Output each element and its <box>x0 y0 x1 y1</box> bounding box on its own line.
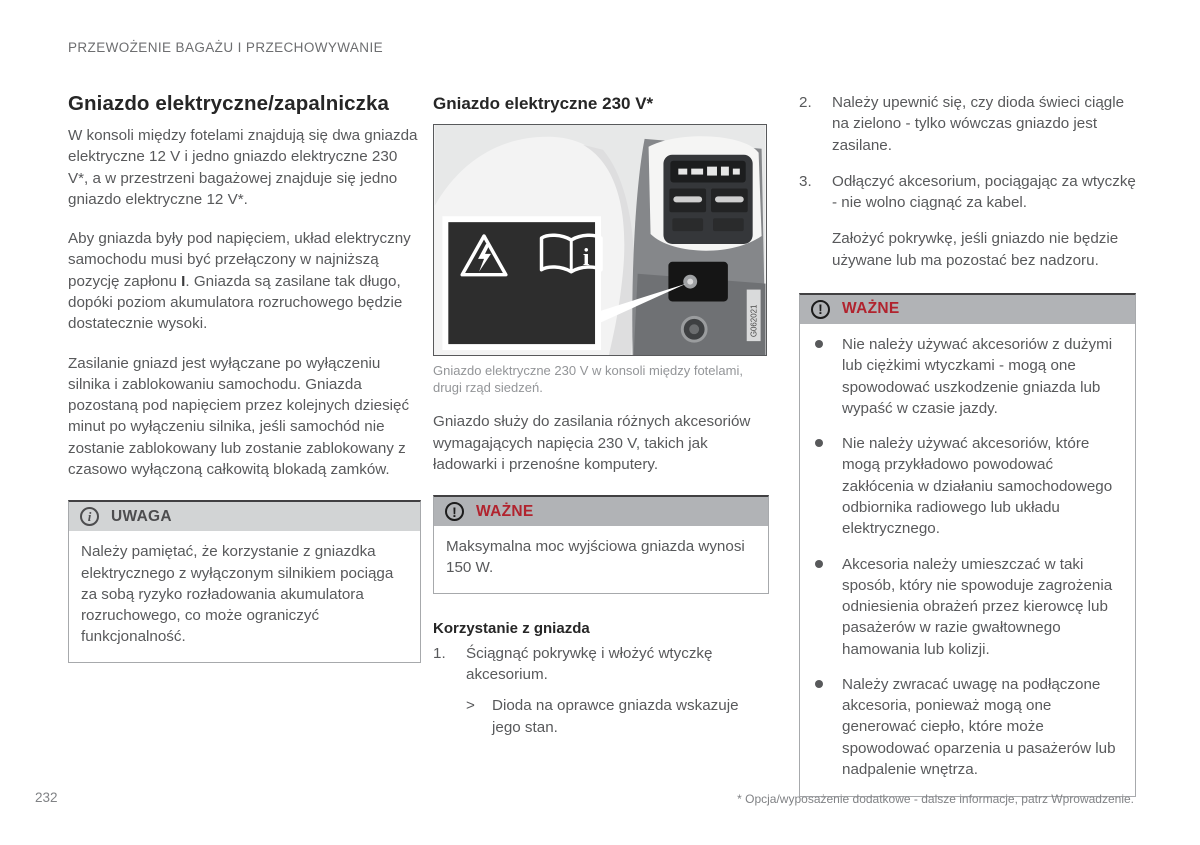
step-item <box>799 92 1136 156</box>
display-segment <box>707 167 717 176</box>
important-box-header <box>434 497 768 526</box>
exclamation-circle-icon: ! <box>811 300 830 319</box>
section-title: Gniazdo elektryczne 230 V* <box>433 94 654 113</box>
paragraph-text: . Gniazda są zasilane tak długo, dopóki poziom akumulatora rozruchowego będzie dostatecznie wysoki. <box>68 272 403 333</box>
important-box-body <box>800 324 1135 796</box>
display-segment <box>721 167 729 176</box>
lighter-center <box>689 324 699 334</box>
step-item <box>433 643 769 686</box>
bullet-text: Należy zwracać uwagę na podłączone akcesoria, ponieważ mogą one generować ciepło, które może spowodować oparzenia u pasażerów lub nadpalenie wnętrza. <box>842 675 1116 779</box>
display-segment <box>733 169 740 175</box>
result-arrow: > <box>466 697 475 715</box>
note-box <box>68 500 421 662</box>
paragraph <box>68 228 421 334</box>
note-box-title: UWAGA <box>111 507 172 525</box>
vent-slat <box>673 196 702 202</box>
image-code: G062021 <box>749 304 759 338</box>
ignition-position-key: I <box>181 272 186 290</box>
step-number: 1. <box>433 644 446 662</box>
bullet-icon <box>815 439 823 447</box>
vent-slat <box>715 196 744 202</box>
page-number: 232 <box>35 790 58 805</box>
paragraph-text: Aby gniazda były pod napięciem, układ elektryczny samochodu musi być przełączony w najniższą pozycję zapłonu <box>68 230 411 290</box>
console-photo <box>433 124 767 356</box>
column-left <box>68 92 421 663</box>
paragraph: Zasilanie gniazd jest wyłączane po wyłączeniu silnika i zablokowaniu samochodu. Gniazda pozostaną pod napięciem przez kolejnych dziesięć minut po wyłączeniu silnika, jeśli samochód nie zostanie zablokowany lub zostanie zablokowany z czasowo wyłączoną całkowitą blokadą zamków. <box>68 354 410 478</box>
vent-control-right <box>713 218 744 231</box>
important-bullet-list <box>812 334 1123 780</box>
paragraph: Gniazdo służy do zasilania różnych akcesoriów wymagających napięcia 230 V, takich jak ładowarki i przenośne komputery. <box>433 413 751 473</box>
important-box-title: WAŻNE <box>476 502 534 520</box>
step-number: 3. <box>799 172 812 190</box>
bullet-text: Akcesoria należy umieszczać w taki sposób, który nie spowoduje zagrożenia odniesienia obrażeń przez kierowcę lub pasażerów w razie gwałtownego hamowania lub kolizji. <box>842 555 1113 658</box>
book-info-glyph: i <box>582 244 590 271</box>
subsection-title: Korzystanie z gniazda <box>433 619 590 637</box>
important-box-title: WAŻNE <box>842 300 900 318</box>
display-segment <box>678 169 687 175</box>
bullet-text: Nie należy używać akcesoriów z dużymi lub ciężkimi wtyczkami - mogą one spowodować uszkodzenie gniazda lub wypaść w czasie jazdy. <box>842 335 1113 417</box>
important-box-body: Maksymalna moc wyjściowa gniazda wynosi 150 W. <box>446 538 745 577</box>
vent-control-left <box>672 218 703 231</box>
bullet-item <box>812 674 1123 780</box>
paragraph: W konsoli między fotelami znajdują się dwa gniazda elektryczne 12 V i jedno gniazdo elektryczne 230 V*, a w przestrzeni bagażowej znajduje się jedno gniazdo elektryczne 12 V*. <box>68 127 418 208</box>
info-circle-icon: i <box>80 507 99 526</box>
bullet-item <box>812 554 1123 660</box>
bullet-icon <box>815 680 823 688</box>
chapter-header: PRZEWOŻENIE BAGAŻU I PRZECHOWYWANIE <box>68 40 384 55</box>
paragraph: Założyć pokrywkę, jeśli gniazdo nie będzie używane lub ma pozostać bez nadzoru. <box>832 230 1119 269</box>
column-right <box>799 92 1136 797</box>
step-number: 2. <box>799 94 812 111</box>
exclamation-circle-icon: ! <box>445 502 464 521</box>
column-middle <box>433 92 769 744</box>
bullet-icon <box>815 560 823 568</box>
page-title: Gniazdo elektryczne/zapalniczka <box>68 92 389 115</box>
result-text: Dioda na oprawce gniazda wskazuje jego stan. <box>492 697 739 736</box>
figure-socket-230v <box>433 124 769 396</box>
note-box-header <box>69 502 420 531</box>
step-item <box>799 171 1136 214</box>
bullet-text: Nie należy używać akcesoriów, które mogą przykładowo powodować zakłócenia w działaniu samochodowego odbiornika radiowego lub układu elektrycznego. <box>842 435 1113 538</box>
socket-recess <box>668 262 727 302</box>
bullet-icon <box>815 340 823 348</box>
step-text: Ściągnąć pokrywkę i włożyć wtyczkę akcesorium. <box>466 644 713 683</box>
display-segment <box>691 169 703 175</box>
important-box <box>433 495 769 594</box>
important-box-header <box>800 295 1135 324</box>
option-footnote: * Opcja/wyposażenie dodatkowe - dalsze informacje, patrz Wprowadzenie. <box>737 792 1134 806</box>
figure-caption: Gniazdo elektryczne 230 V w konsoli między fotelami, drugi rząd siedzeń. <box>433 363 743 396</box>
note-box-body: Należy pamiętać, że korzystanie z gniazdka elektrycznego z wyłączonym silnikiem pociąga za sobą ryzyko rozładowania akumulatora rozruchowego, co może ograniczyć funkcjonalność. <box>81 543 394 646</box>
bullet-item <box>812 334 1123 419</box>
important-box <box>799 293 1136 797</box>
step-text: Należy upewnić się, czy dioda świeci ciągle na zielono - tylko wówczas gniazdo jest zasilane. <box>832 94 1125 154</box>
bullet-item <box>812 433 1123 539</box>
step-text: Odłączyć akcesorium, pociągając za wtyczkę - nie wolno ciągnąć za kabel. <box>832 172 1136 212</box>
step-result <box>433 695 769 738</box>
socket-pin <box>687 279 693 285</box>
